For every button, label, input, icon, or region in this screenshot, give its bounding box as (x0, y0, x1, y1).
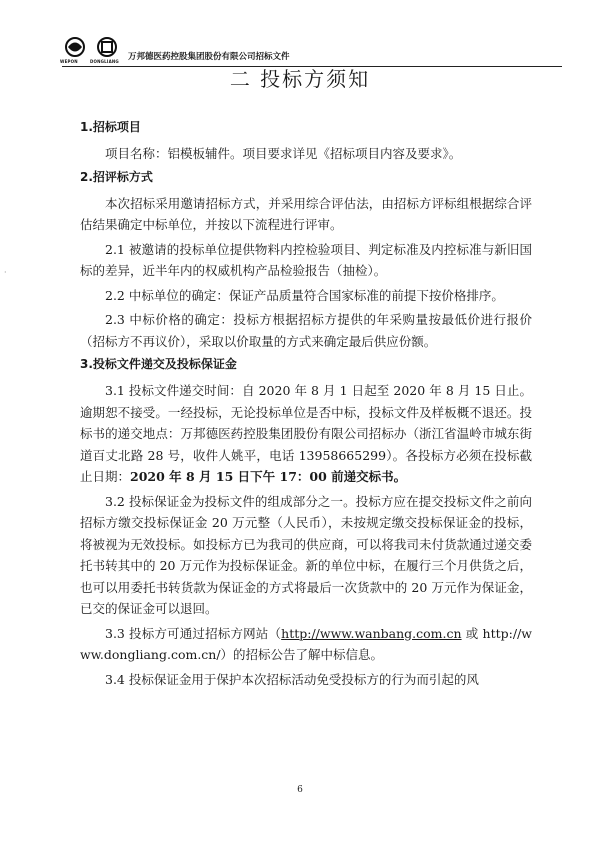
section-2-paragraph-4: 2.3 中标价格的确定：投标方根据招标方提供的年采购量按最低价进行报价（招标方不再议价），采取以价取量的方式来确定最后供应份额。 (80, 312, 532, 349)
section-3-paragraph-1-text: 3.1 投标文件递交时间：自 2020 年 8 月 1 日起至 2020 年 8 月 15 日止。逾期恕不接受。一经投标，无论投标单位是否中标，投标文件及样板概不退还。投标书的递交地点：万邦德医药控股集团股份有限公司招标办（浙江省温岭市城东街道百丈北路 28 号，收件人姚平，电话 13958665299）。各投标方必须在投标截止日期： (80, 383, 532, 484)
section-1-paragraph: 项目名称：铝模板辅件。项目要求详见《招标项目内容及要求》。 (105, 146, 462, 161)
section-3-heading: 3.投标文件递交及投标保证金 (80, 357, 237, 371)
document-body (80, 118, 532, 693)
section-3-paragraph-3-text-b: 或 http://www.dongliang.com.cn/）的招标公告了解中标信息。 (80, 625, 532, 662)
submission-deadline: 2020 年 8 月 15 日下午 17：00 前递交标书。 (130, 469, 407, 484)
section-3-paragraph-4: 3.4 投标保证金用于保护本次招标活动免受投标方的行为而引起的风 (105, 671, 479, 687)
dongliang-logo-caption: DONGLIANG (90, 59, 119, 64)
section-1-heading: 1.招标项目 (80, 120, 141, 134)
section-3-paragraph-3 (80, 623, 532, 666)
margin-mark: · (4, 268, 7, 277)
header-title: 万邦德医药控股集团股份有限公司招标文件 (128, 52, 290, 62)
section-2-heading: 2.招评标方式 (80, 169, 153, 184)
wepon-logo-caption: WEPON (60, 59, 78, 64)
section-3-paragraph-2: 3.2 投标保证金为投标文件的组成部分之一。投标方应在提交投标文件之前向招标方缴交投标保证金 20 万元整（人民币），未按规定缴交投标保证金的投标，将被视为无效投标。如投标方已为我司的供应商，可以将我司未付货款通过递交委托书转其中的 20 万元作为投标保证金。新的单位中标，在履行三个月供货之后，也可以用委托书转货款为保证金的方式将最后一次货款中的 20 万元作为保证金，已交的保证金可以退回。 (80, 493, 532, 616)
section-2-paragraph-3: 2.2 中标单位的确定：保证产品质量符合国家标准的前提下按价格排序。 (105, 287, 504, 303)
section-3-paragraph-1 (80, 380, 532, 488)
section-3-paragraph-3-text-a: 3.3 投标方可通过招标方网站（ (105, 625, 282, 641)
section-2-paragraph-2: 2.1 被邀请的投标单位提供物料内控检验项目、判定标准及内控标准与新旧国标的差异，近半年内的权威机构产品检验报告（抽检）。 (80, 241, 532, 278)
wanbang-website-link[interactable]: http://www.wanbang.com.cn (281, 625, 462, 641)
section-2-paragraph-1: 本次招标采用邀请招标方式，并采用综合评估法，由招标方评标组根据综合评估结果确定中标单位，并按以下流程进行评审。 (80, 195, 532, 232)
page-number: 6 (297, 785, 303, 795)
document-title: 二 投标方须知 (229, 67, 371, 91)
